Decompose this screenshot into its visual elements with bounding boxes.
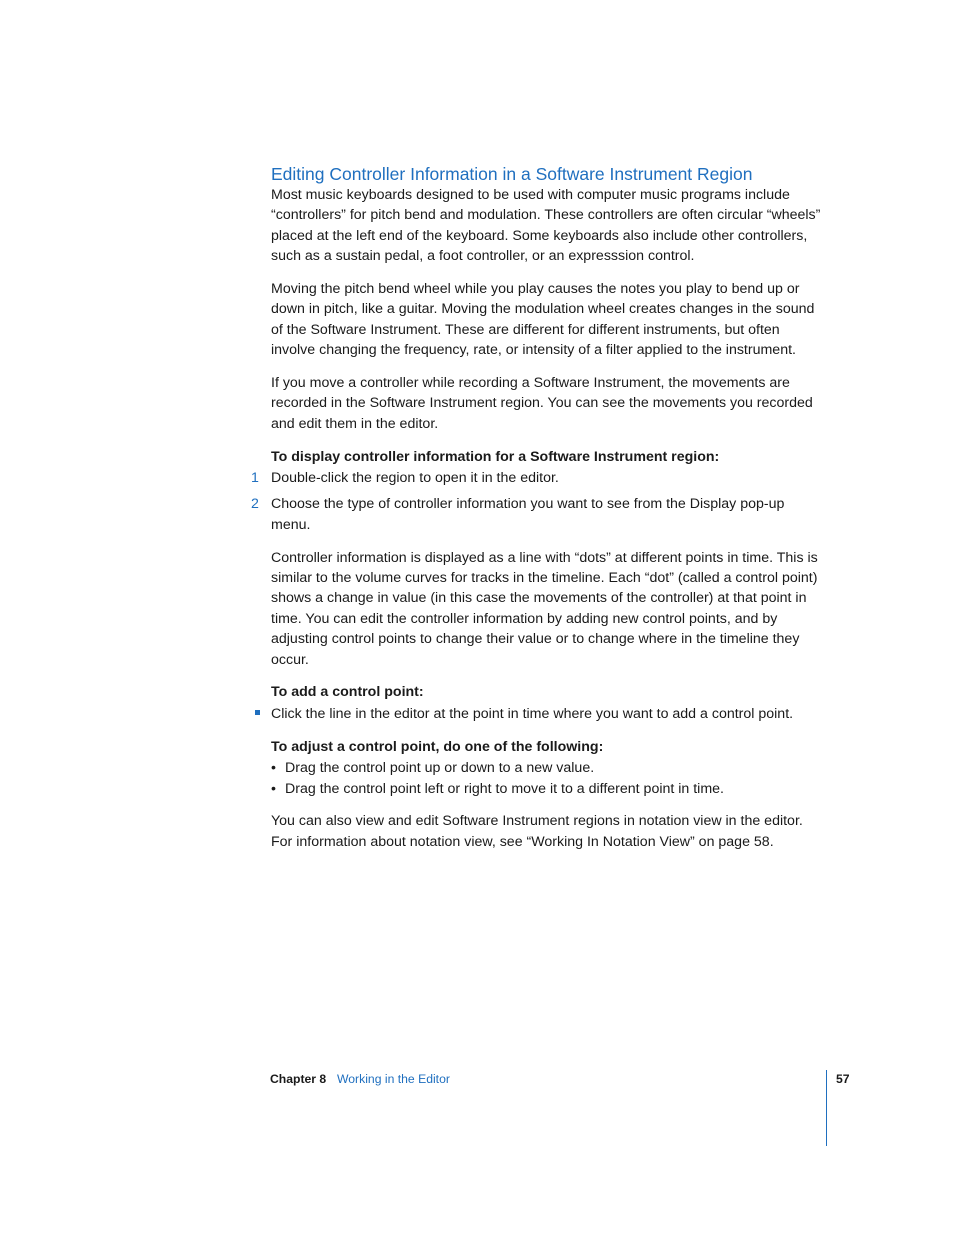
list-item-text: Drag the control point left or right to move it to a different point in time. bbox=[285, 780, 724, 797]
footer-divider bbox=[826, 1070, 827, 1146]
paragraph: Controller information is displayed as a line with “dots” at different points in time. This is similar to the volume curves for tracks in the timeline. Each “dot” (called a control point) shows a change in value (in this case the movements of the controller) at that point in time. You can edit the controller information by adding new control points, and by adjusting control points to change their value or to change where in the timeline they occur. bbox=[271, 549, 818, 668]
paragraph: Moving the pitch bend wheel while you play causes the notes you play to bend up or down in pitch, like a guitar. Moving the modulation wheel creates changes in the sound of the Software Instrument. These are different for different instruments, but often involve changing the frequency, rate, or intensity of a filter applied to the instrument. bbox=[271, 281, 815, 359]
single-step-item bbox=[271, 704, 827, 724]
step-text: Double-click the region to open it in the editor. bbox=[271, 470, 559, 487]
paragraph: If you move a controller while recording a Software Instrument, the movements are recorded in the Software Instrument region. You can see the movements you recorded and edit them in the editor. bbox=[271, 375, 813, 432]
list-item bbox=[271, 779, 827, 799]
step-text: Click the line in the editor at the point in time where you want to add a control point. bbox=[271, 705, 794, 722]
task-heading-add: To add a control point: bbox=[271, 684, 424, 701]
step-item bbox=[251, 494, 827, 535]
list-item bbox=[271, 758, 827, 778]
task-heading-display: To display controller information for a Software Instrument region: bbox=[271, 448, 720, 465]
bullet-dot-icon: • bbox=[271, 780, 276, 797]
section-heading: Editing Controller Information in a Software Instrument Region bbox=[271, 164, 753, 184]
task-heading-adjust: To adjust a control point, do one of the following: bbox=[271, 738, 604, 755]
square-bullet-icon bbox=[255, 710, 260, 715]
paragraph: Most music keyboards designed to be used with computer music programs include “controllers” for pitch bend and modulation. These controllers are often circular “wheels” placed at the left end of the keyboard. Some keyboards also include other controllers, such as a sustain pedal, a foot controller, or an expresssion control. bbox=[271, 187, 821, 265]
list-item-text: Drag the control point up or down to a new value. bbox=[285, 760, 595, 777]
step-item bbox=[251, 468, 827, 488]
step-number: 1 bbox=[251, 470, 259, 487]
step-number: 2 bbox=[251, 496, 259, 513]
step-text: Choose the type of controller information you want to see from the Display pop-up menu. bbox=[271, 496, 785, 533]
footer-chapter-title: Working in the Editor bbox=[337, 1072, 450, 1086]
page-number: 57 bbox=[836, 1072, 850, 1086]
bullet-dot-icon: • bbox=[271, 760, 276, 777]
closing-paragraph: You can also view and edit Software Instrument regions in notation view in the editor. For information about notation view, see “Working In Notation View” on page 58. bbox=[271, 813, 803, 850]
bullet-list bbox=[271, 758, 827, 799]
body-content bbox=[251, 185, 827, 865]
footer-chapter-label: Chapter 8 bbox=[270, 1072, 327, 1086]
